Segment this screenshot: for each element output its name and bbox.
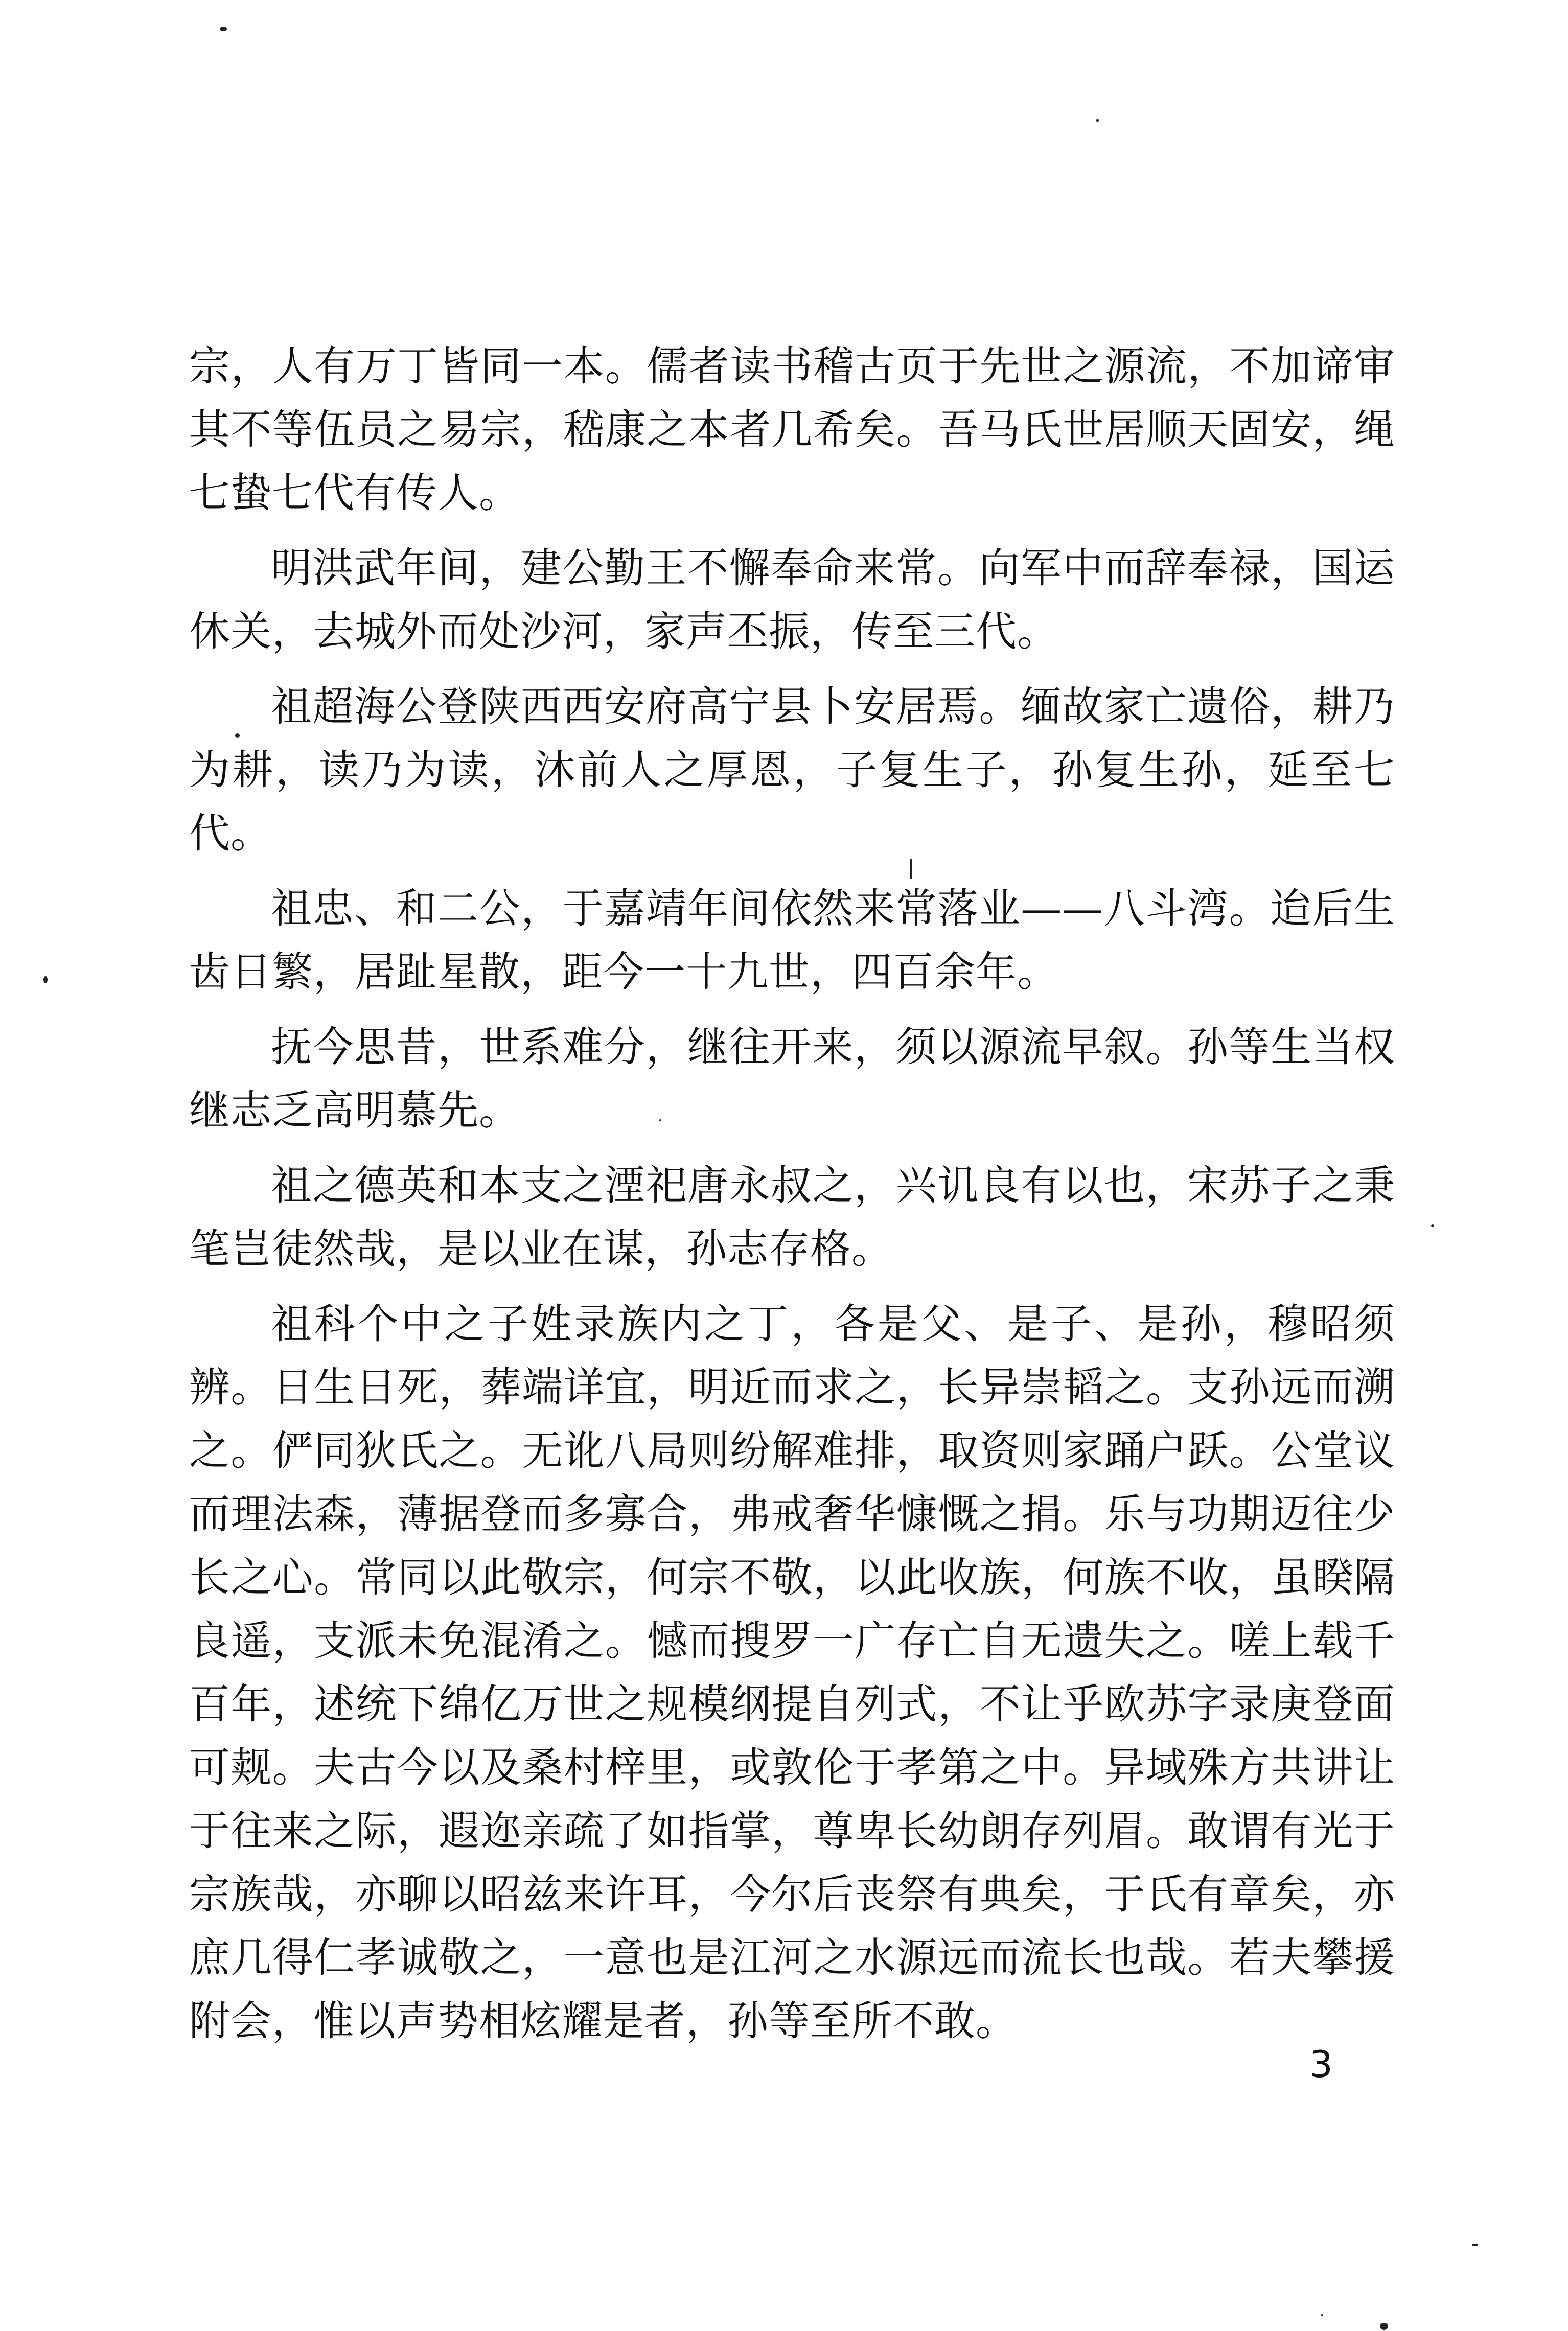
paragraph-5: 抚今思昔，世系难分，继往开来，须以源流早叙。孙等生当权继志乏高明慕先。	[189, 1023, 1395, 1134]
scan-speck	[1431, 1224, 1434, 1227]
scan-speck	[1380, 2323, 1388, 2330]
scan-speck	[43, 976, 48, 983]
scan-speck	[235, 733, 240, 738]
scan-speck	[220, 27, 227, 31]
paragraph-4: 祖忠、和二公，于嘉靖年间依然来常落业——八斗湾。迨后生齿日繁，居趾星散，距今一十九世，四百余年。	[189, 885, 1395, 996]
paragraph-2: 明洪武年间，建公勤王不懈奉命来常。向军中而辞奉禄，国运休关，去城外而处沙河，家声丕振，传至三代。	[189, 544, 1395, 655]
page-number: 3	[1309, 2043, 1333, 2086]
paragraph-6: 祖之德英和本支之湮祀唐永叔之，兴讥良有以也，宋苏子之秉笔岂徒然哉，是以业在谋，孙志存格。	[189, 1162, 1395, 1273]
scan-speck	[659, 1119, 661, 1121]
paragraph-3: 祖超海公登陕西西安府高宁县卜安居焉。缅故家亡遗俗，耕乃为耕，读乃为读，沐前人之厚恩，子复生子，孙复生孙，延至七代。	[189, 683, 1395, 857]
scan-speck	[1321, 2314, 1323, 2316]
scan-speck	[1096, 119, 1099, 122]
paragraph-1: 宗，人有万丁皆同一本。儒者读书稽古页于先世之源流，不加谛审其不等伍员之易宗，嵇康之本者几希矣。吾马氏世居顺天固安，绳七蛰七代有传人。	[189, 342, 1395, 517]
body-text	[189, 335, 1395, 2053]
paragraph-7: 祖科个中之子姓录族内之丁，各是父、是子、是孙，穆昭须辨。日生日死，葬端详宜，明近而求之，长异崇韬之。支孙远而溯之。俨同狄氏之。无讹八局则纷解难排，取资则家踊户跃。公堂议而理法森，薄据登而多寡合，弗戒奢华慷慨之捐。乐与功期迈往少长之心。常同以此敬宗，何宗不敬，以此收族，何族不收，虽睽隔良遥，支派未免混淆之。憾而搜罗一广存亡自无遗失之。嗟上载千百年，述统下绵亿万世之规模纲提自列式，不让乎欧苏字录庚登面可觌。夫古今以及桑村梓里，或敦伦于孝第之中。异域殊方共讲让于往来之际，遐迩亲疏了如指掌，尊卑长幼朗存列眉。敢谓有光于宗族哉，亦聊以昭兹来许耳，今尔后丧祭有典矣，于氏有章矣，亦庶几得仁孝诚敬之，一意也是江河之水源远而流长也哉。若夫攀援附会，惟以声势相炫耀是者，孙等至所不敢。	[189, 1300, 1395, 2045]
scan-speck	[1472, 2244, 1478, 2246]
scan-speck	[910, 859, 912, 879]
